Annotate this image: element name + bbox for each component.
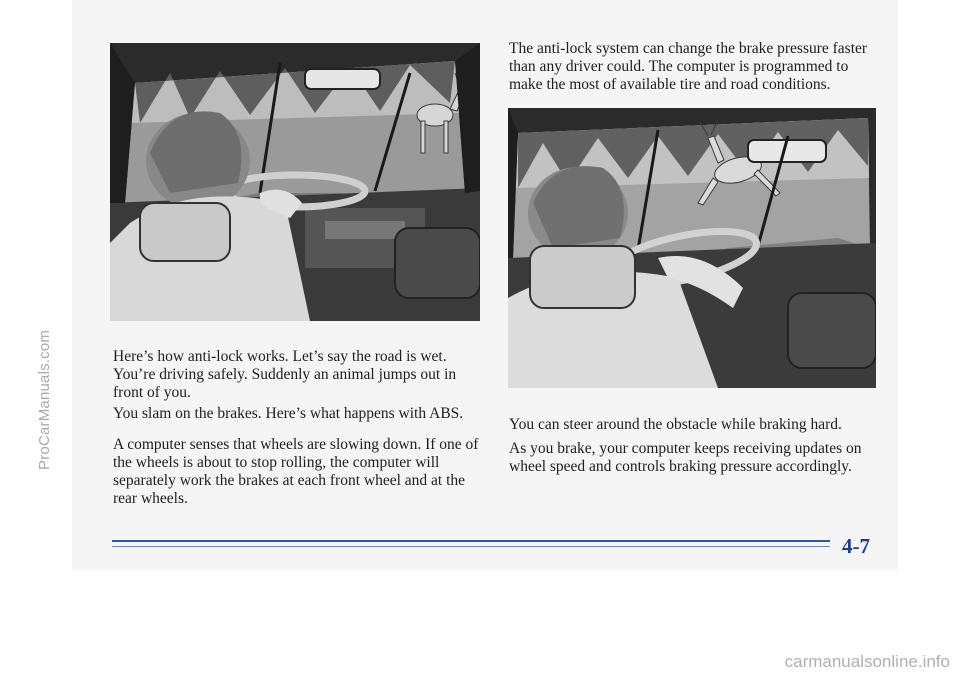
illustration-steering-around-deer — [508, 108, 876, 388]
illustration-driver-sees-deer — [110, 43, 480, 321]
page-number: 4-7 — [842, 534, 870, 558]
paragraph-computer-senses: A computer senses that wheels are slowing down. If one of the wheels is about to stop rolling, the computer will separately work the brakes at each front wheel and at the rear wheels. — [113, 436, 479, 507]
paragraph-wheel-speed-updates: As you brake, your computer keeps receiving updates on wheel speed and controls braking pressure accordingly. — [509, 440, 862, 475]
footer-rule-thick — [112, 540, 830, 542]
paragraph-slam-brakes: You slam on the brakes. Here’s what happens with ABS. — [113, 405, 464, 422]
paragraph-steer-around: You can steer around the obstacle while braking hard. — [509, 416, 842, 433]
paragraph-brake-pressure: The anti-lock system can change the brake pressure faster than any driver could. The computer is programmed to make the most of available tire and road conditions. — [509, 40, 868, 93]
footer-rule-thin — [112, 546, 830, 547]
paragraph-abs-scenario: Here’s how anti-lock works. Let’s say the road is wet. You’re driving safely. Suddenly an animal jumps out in front of you. — [113, 348, 457, 401]
bottom-watermark: carmanualsonline.info — [784, 652, 950, 671]
side-watermark: ProCarManuals.com — [36, 329, 53, 470]
